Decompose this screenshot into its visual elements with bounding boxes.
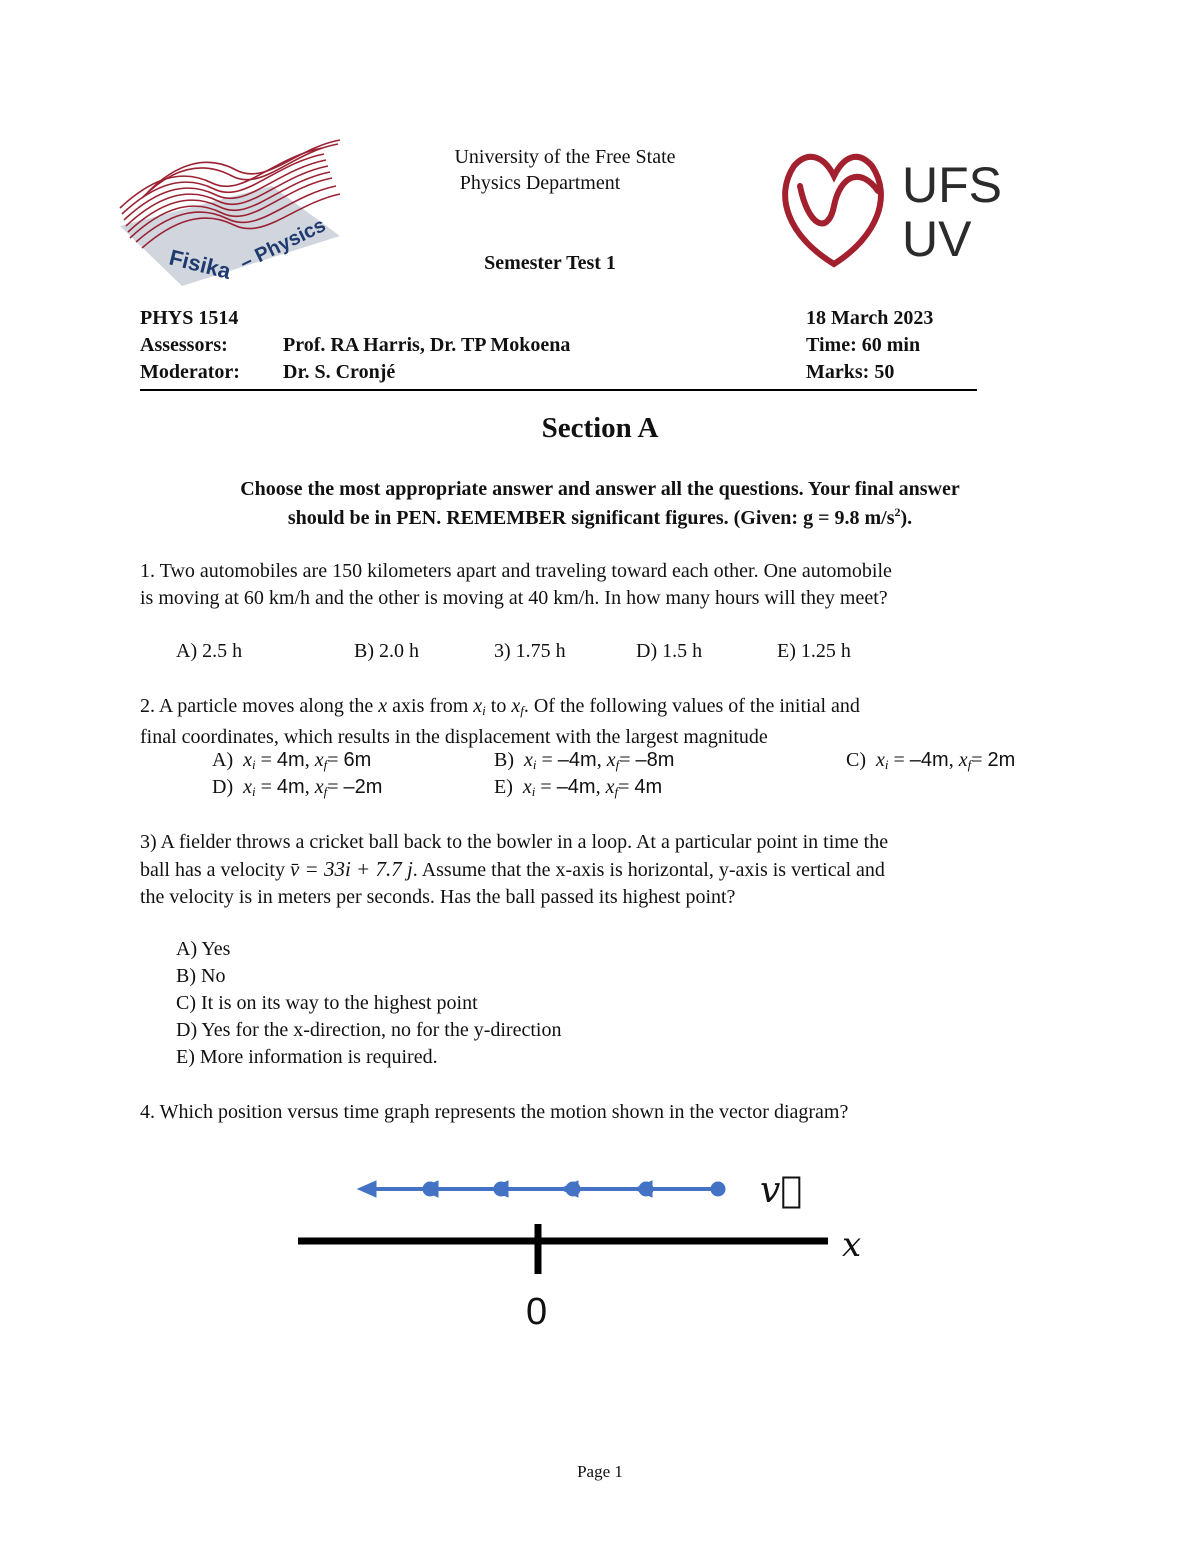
q1-option-a[interactable]: A) 2.5 h xyxy=(176,640,243,662)
moderator-name: Dr. S. Cronjé xyxy=(283,361,396,383)
test-marks: Marks: 50 xyxy=(806,361,895,383)
q3-line-2: ball has a velocity v̄ = 33i + 7.7 j. Assume that the x-axis is horizontal, y-axis is vertical and xyxy=(140,857,885,881)
q2-option-e[interactable]: E) $x_i = -4m$, $x_f= 4m$ xyxy=(494,776,663,799)
ufs-text: UFS xyxy=(902,157,1002,213)
department-name: Physics Department xyxy=(459,172,621,194)
uv-text: UV xyxy=(902,211,972,267)
q3-line-3: the velocity is in meters per seconds. Has the ball passed its highest point? xyxy=(140,886,736,908)
origin-label: 0 xyxy=(526,1291,548,1333)
q3-line-1: 3) A fielder throws a cricket ball back to the bowler in a loop. At a particular point in time the xyxy=(140,831,889,853)
test-time: Time: 60 min xyxy=(806,334,921,356)
q1-option-d[interactable]: D) 1.5 h xyxy=(636,640,703,662)
vector-diagram xyxy=(290,1150,890,1340)
question-3 xyxy=(140,829,1060,911)
q3-option-e[interactable]: E) More information is required. xyxy=(176,1046,438,1068)
velocity-symbol: v⃗ xyxy=(760,1170,802,1211)
instructions-line-2: should be in PEN. REMEMBER significant figures. (Given: g = 9.8 $m/s^2$). xyxy=(287,505,913,529)
question-1 xyxy=(140,558,1060,612)
velocity-vectors xyxy=(358,1181,725,1197)
assessors-label: Assessors: xyxy=(140,334,228,356)
section-title: Section A xyxy=(541,412,659,444)
question-4 xyxy=(140,1099,1060,1126)
q4-line-1: 4. Which position versus time graph represents the motion shown in the vector diagram? xyxy=(140,1101,849,1123)
q2-option-c[interactable]: C) $x_i = -4m$, $x_f= 2m$ xyxy=(846,749,1016,772)
q1-option-b[interactable]: B) 2.0 h xyxy=(354,640,419,662)
q1-line-2: is moving at 60 km/h and the other is moving at 40 km/h. In how many hours will they meet? xyxy=(140,587,888,609)
header-divider xyxy=(140,389,977,391)
position-dot xyxy=(711,1182,725,1196)
test-date: 18 March 2023 xyxy=(806,307,934,329)
q1-option-c[interactable]: 3) 1.75 h xyxy=(494,640,566,662)
q1-option-e[interactable]: E) 1.25 h xyxy=(777,640,851,662)
q3-option-a[interactable]: A) Yes xyxy=(176,938,231,960)
ufs-logo xyxy=(778,146,1018,271)
position-dot xyxy=(423,1182,437,1196)
q2-line-2: final coordinates, which results in the displacement with the largest magnitude xyxy=(140,726,768,748)
position-dot xyxy=(639,1182,653,1196)
university-name: University of the Free State xyxy=(454,146,676,168)
position-dot xyxy=(494,1182,508,1196)
test-title: Semester Test 1 xyxy=(484,252,616,274)
q2-option-a[interactable]: A) $x_i = 4m$, $x_f= 6m$ xyxy=(212,749,372,772)
logo-fisika-text: Fisika xyxy=(166,244,234,284)
instructions-line-1: Choose the most appropriate answer and answer all the questions. Your final answer xyxy=(240,478,960,500)
course-code: PHYS 1514 xyxy=(140,307,239,329)
page-number: Page 1 xyxy=(577,1462,623,1481)
q2-option-d[interactable]: D) $x_i = 4m$, $x_f= -2m$ xyxy=(212,776,383,799)
position-dot xyxy=(566,1182,580,1196)
logo-physics-text: – Physics xyxy=(236,214,330,275)
q3-option-b[interactable]: B) No xyxy=(176,965,226,987)
x-axis-label: x xyxy=(842,1225,862,1265)
physics-logo xyxy=(112,138,352,288)
question-2 xyxy=(140,693,1060,751)
q2-line-1: 2. A particle moves along the x axis from $x_i$ to $x_f$. Of the following values of the initial and xyxy=(140,695,860,718)
assessors-names: Prof. RA Harris, Dr. TP Mokoena xyxy=(283,334,571,356)
velocity-equation: v̄ = 33i + 7.7 j xyxy=(289,857,413,881)
arrowhead xyxy=(358,1181,376,1197)
q2-option-b[interactable]: B) $x_i = -4m$, $x_f= -8m$ xyxy=(494,749,675,772)
q1-line-1: 1. Two automobiles are 150 kilometers apart and traveling toward each other. One automobile xyxy=(140,560,892,582)
moderator-label: Moderator: xyxy=(140,361,240,383)
q3-option-d[interactable]: D) Yes for the x-direction, no for the y-direction xyxy=(176,1019,562,1041)
q3-option-c[interactable]: C) It is on its way to the highest point xyxy=(176,992,478,1014)
